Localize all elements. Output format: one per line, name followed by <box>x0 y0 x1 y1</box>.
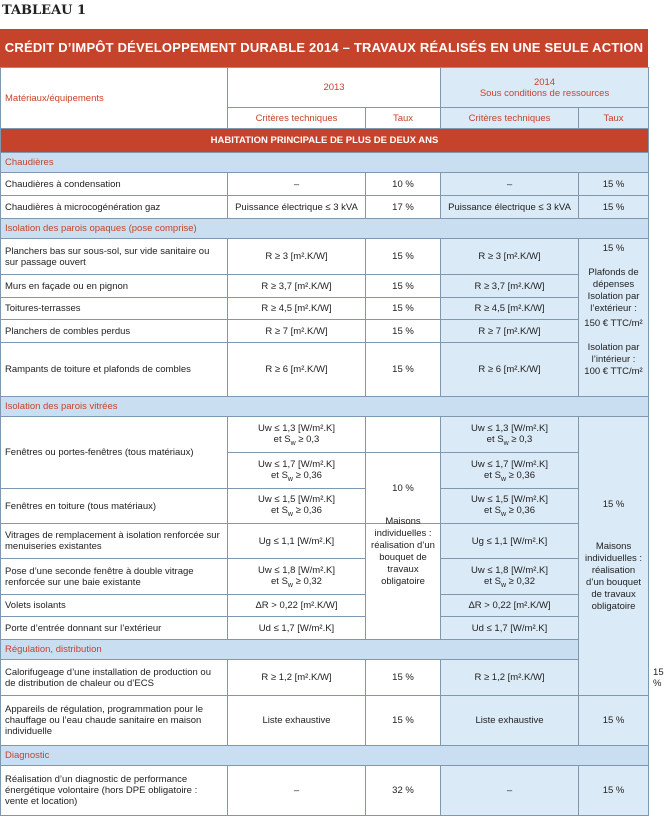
criteria-2014 <box>441 489 579 524</box>
criteria-2013 <box>228 559 366 595</box>
rate-2013: 15 % <box>366 343 441 397</box>
criteria-2014: – <box>441 766 579 816</box>
uw-value: Uw ≤ 1,5 [W/m².K] <box>258 494 335 506</box>
rate-2013: 15 % <box>366 298 441 320</box>
glazed-note-2013-text: Maisons individuelles : réalisation d’un bouquet de travaux obligatoire <box>371 516 435 587</box>
ceiling-interior-label: Isolation par l’intérieur : <box>587 342 640 365</box>
sw-prefix: et S <box>484 505 501 517</box>
criteria-2014: Liste exhaustive <box>441 696 579 746</box>
criteria-2014 <box>441 417 579 453</box>
table-row <box>1 196 649 219</box>
row-label: Réalisation d’un diagnostic de performance énergétique volontaire (hors DPE obligatoire : vente et location) <box>1 766 228 816</box>
sw-subscript: w <box>500 581 506 589</box>
table-title: TABLEAU 1 <box>2 3 87 18</box>
row-label: Chaudières à microcogénération gaz <box>1 196 228 219</box>
criteria-2014: Ug ≤ 1,1 [W/m².K] <box>441 524 579 559</box>
criteria-2013 <box>228 417 366 453</box>
row-label: Rampants de toiture et plafonds de combles <box>1 343 228 397</box>
rate-2014: 15 % <box>579 173 649 196</box>
table-row <box>1 766 649 816</box>
criteria-2013: R ≥ 3 [m².K/W] <box>228 239 366 275</box>
criteria-2013: – <box>228 173 366 196</box>
criteria-2014: R ≥ 7 [m².K/W] <box>441 320 579 343</box>
row-label: Fenêtres en toiture (tous matériaux) <box>1 489 228 524</box>
tax-credit-table <box>0 67 664 816</box>
sw-value <box>232 434 361 447</box>
sw-threshold: ≥ 0,3 <box>298 433 320 445</box>
glazed-note-2013 <box>366 516 441 640</box>
ceiling-exterior-value: 150 € TTC/m² <box>584 318 643 329</box>
sw-threshold: ≥ 0,32 <box>295 575 322 587</box>
uw-value: Uw ≤ 1,7 [W/m².K] <box>258 458 335 470</box>
criteria-2014: Ud ≤ 1,7 [W/m².K] <box>441 617 579 640</box>
criteria-2013: R ≥ 6 [m².K/W] <box>228 343 366 397</box>
criteria-2013: Puissance électrique ≤ 3 kVA <box>228 196 366 219</box>
category-diagnostic: Diagnostic <box>1 746 649 766</box>
criteria-2014: – <box>441 173 579 196</box>
criteria-2014: R ≥ 4,5 [m².K/W] <box>441 298 579 320</box>
row-label: Planchers de combles perdus <box>1 320 228 343</box>
category-regulation: Régulation, distribution <box>1 640 579 660</box>
criteria-2013 <box>228 453 366 489</box>
uw-value: Uw ≤ 1,5 [W/m².K] <box>471 494 549 506</box>
sw-subscript: w <box>287 581 293 589</box>
row-label: Fenêtres ou portes-fenêtres (tous matériaux) <box>1 417 228 489</box>
sw-subscript: w <box>500 510 506 518</box>
sw-threshold: ≥ 0,3 <box>511 433 533 445</box>
rate-2013: 17 % <box>366 196 441 219</box>
header-criteria-2014: Critères techniques <box>441 108 579 129</box>
sw-subscript: w <box>290 439 296 447</box>
header-2013: 2013 <box>228 68 441 108</box>
header-criteria-2013: Critères techniques <box>228 108 366 129</box>
table-row <box>1 298 649 320</box>
table-row <box>1 173 649 196</box>
sw-value <box>232 505 361 518</box>
rate-2013: 32 % <box>366 766 441 816</box>
uw-value: Uw ≤ 1,8 [W/m².K] <box>471 564 549 576</box>
sw-prefix: et S <box>273 433 291 445</box>
sw-value <box>445 576 574 589</box>
criteria-2013: R ≥ 7 [m².K/W] <box>228 320 366 343</box>
table-row <box>1 275 649 298</box>
table-row <box>1 524 649 559</box>
table-row <box>1 617 649 640</box>
row-label: Planchers bas sur sous-sol, sur vide sanitaire ou sur passage ouvert <box>1 239 228 275</box>
table-banner: CRÉDIT D’IMPÔT DÉVELOPPEMENT DURABLE 2014 – TRAVAUX RÉALISÉS EN UNE SEULE ACTION <box>0 29 648 67</box>
criteria-2013: R ≥ 1,2 [m².K/W] <box>228 660 366 696</box>
sw-value <box>445 434 574 447</box>
header-materials: Matériaux/équipements <box>1 68 228 129</box>
criteria-2014 <box>441 559 579 595</box>
row-label: Calorifugeage d’une installation de production ou de distribution de chaleur ou d’ECS <box>1 660 228 696</box>
criteria-2014: R ≥ 6 [m².K/W] <box>441 343 579 397</box>
sw-value <box>445 505 574 518</box>
criteria-2014: R ≥ 1,2 [m².K/W] <box>441 660 579 696</box>
rate-2014: 15 % <box>579 696 649 746</box>
category-glazed-insulation: Isolation des parois vitrées <box>1 397 649 417</box>
table-row <box>1 595 649 617</box>
header-2014-year: 2014 <box>533 76 556 88</box>
sw-threshold: ≥ 0,36 <box>295 469 322 481</box>
rate-2013: 10 % <box>366 173 441 196</box>
row-label: Vitrages de remplacement à isolation renforcée sur menuiseries existantes <box>1 524 228 559</box>
criteria-2013: – <box>228 766 366 816</box>
rate-2013: 15 % <box>366 320 441 343</box>
glazed-note-2014: Maisons individuelles : réalisation d’un bouquet de travaux obligatoire <box>585 541 643 612</box>
uw-value: Uw ≤ 1,3 [W/m².K] <box>258 422 335 434</box>
opaque-rate-2014-value: 15 % <box>602 243 625 254</box>
category-opaque-insulation: Isolation des parois opaques (pose comprise) <box>1 219 649 239</box>
sw-threshold: ≥ 0,32 <box>508 575 535 587</box>
header-rate-2014: Taux <box>579 108 649 129</box>
criteria-2014: Puissance électrique ≤ 3 kVA <box>441 196 579 219</box>
criteria-2014: R ≥ 3,7 [m².K/W] <box>441 275 579 298</box>
table-row <box>1 343 649 397</box>
row-label: Appareils de régulation, programmation pour le chauffage ou l’eau chaude sanitaire en maison individuelle <box>1 696 228 746</box>
table-row <box>1 320 649 343</box>
glazed-rate-2014 <box>579 417 649 696</box>
sw-value <box>445 470 574 483</box>
rate-2013: 15 % <box>366 696 441 746</box>
row-label: Porte d’entrée donnant sur l’extérieur <box>1 617 228 640</box>
criteria-2013: ΔR > 0,22 [m².K/W] <box>228 595 366 617</box>
row-label: Chaudières à condensation <box>1 173 228 196</box>
criteria-2014 <box>441 453 579 489</box>
rate-2013: 15 % <box>366 275 441 298</box>
sw-threshold: ≥ 0,36 <box>295 505 322 517</box>
sw-prefix: et S <box>271 469 288 481</box>
ceiling-exterior-label: Plafonds de dépenses Isolation par l’extérieur : <box>587 267 640 314</box>
sw-value <box>232 576 361 589</box>
sw-threshold: ≥ 0,36 <box>508 505 535 517</box>
uw-value: Uw ≤ 1,3 [W/m².K] <box>471 422 549 434</box>
row-label: Volets isolants <box>1 595 228 617</box>
ceiling-interior-value: 100 € TTC/m² <box>584 366 643 377</box>
uw-value: Uw ≤ 1,8 [W/m².K] <box>258 564 335 576</box>
sw-threshold: ≥ 0,36 <box>508 469 535 481</box>
row-label: Toitures-terrasses <box>1 298 228 320</box>
sw-prefix: et S <box>486 433 504 445</box>
rate-2014: 15 % <box>579 766 649 816</box>
criteria-2014: ΔR > 0,22 [m².K/W] <box>441 595 579 617</box>
criteria-2013: Ug ≤ 1,1 [W/m².K] <box>228 524 366 559</box>
rate-2013: 15 % <box>366 660 441 696</box>
section-main-residence: HABITATION PRINCIPALE DE PLUS DE DEUX ANS <box>1 129 649 153</box>
sw-prefix: et S <box>271 505 288 517</box>
row-label: Murs en façade ou en pignon <box>1 275 228 298</box>
rate-2014: 15 % <box>579 196 649 219</box>
glazed-rate-2014-value: 15 % <box>602 499 625 510</box>
header-2014 <box>441 68 649 108</box>
sw-prefix: et S <box>484 469 501 481</box>
opaque-rate-2014 <box>579 239 649 397</box>
row-label: Pose d’une seconde fenêtre à double vitrage renforcée sur une baie existante <box>1 559 228 595</box>
table-row <box>1 489 649 524</box>
uw-value: Uw ≤ 1,7 [W/m².K] <box>471 458 549 470</box>
rate-2013: 10 % <box>366 453 441 524</box>
criteria-2013: R ≥ 3,7 [m².K/W] <box>228 275 366 298</box>
table-row <box>1 696 649 746</box>
rate-2013: 15 % <box>366 239 441 275</box>
table-row <box>1 559 649 595</box>
sw-value <box>232 470 361 483</box>
category-boilers: Chaudières <box>1 153 649 173</box>
rate-2013-empty <box>366 417 441 453</box>
header-rate-2013: Taux <box>366 108 441 129</box>
table-row <box>1 417 649 453</box>
criteria-2013 <box>228 489 366 524</box>
table-row <box>1 239 649 275</box>
criteria-2013: R ≥ 4,5 [m².K/W] <box>228 298 366 320</box>
criteria-2013: Liste exhaustive <box>228 696 366 746</box>
sw-subscript: w <box>287 475 293 483</box>
criteria-2013: Ud ≤ 1,7 [W/m².K] <box>228 617 366 640</box>
header-2014-sub: Sous conditions de ressources <box>479 87 610 99</box>
table-row: Calorifugeage d’une installation de production ou de distribution de chaleur ou d’ECS R ≥ 1,2 [m².K/W] 15 % R ≥ 1,2 [m².K/W] 15 % <box>1 660 649 696</box>
criteria-2014: R ≥ 3 [m².K/W] <box>441 239 579 275</box>
sw-prefix: et S <box>271 575 288 587</box>
sw-prefix: et S <box>484 575 501 587</box>
sw-subscript: w <box>500 475 506 483</box>
sw-subscript: w <box>287 510 293 518</box>
sw-subscript: w <box>503 439 509 447</box>
